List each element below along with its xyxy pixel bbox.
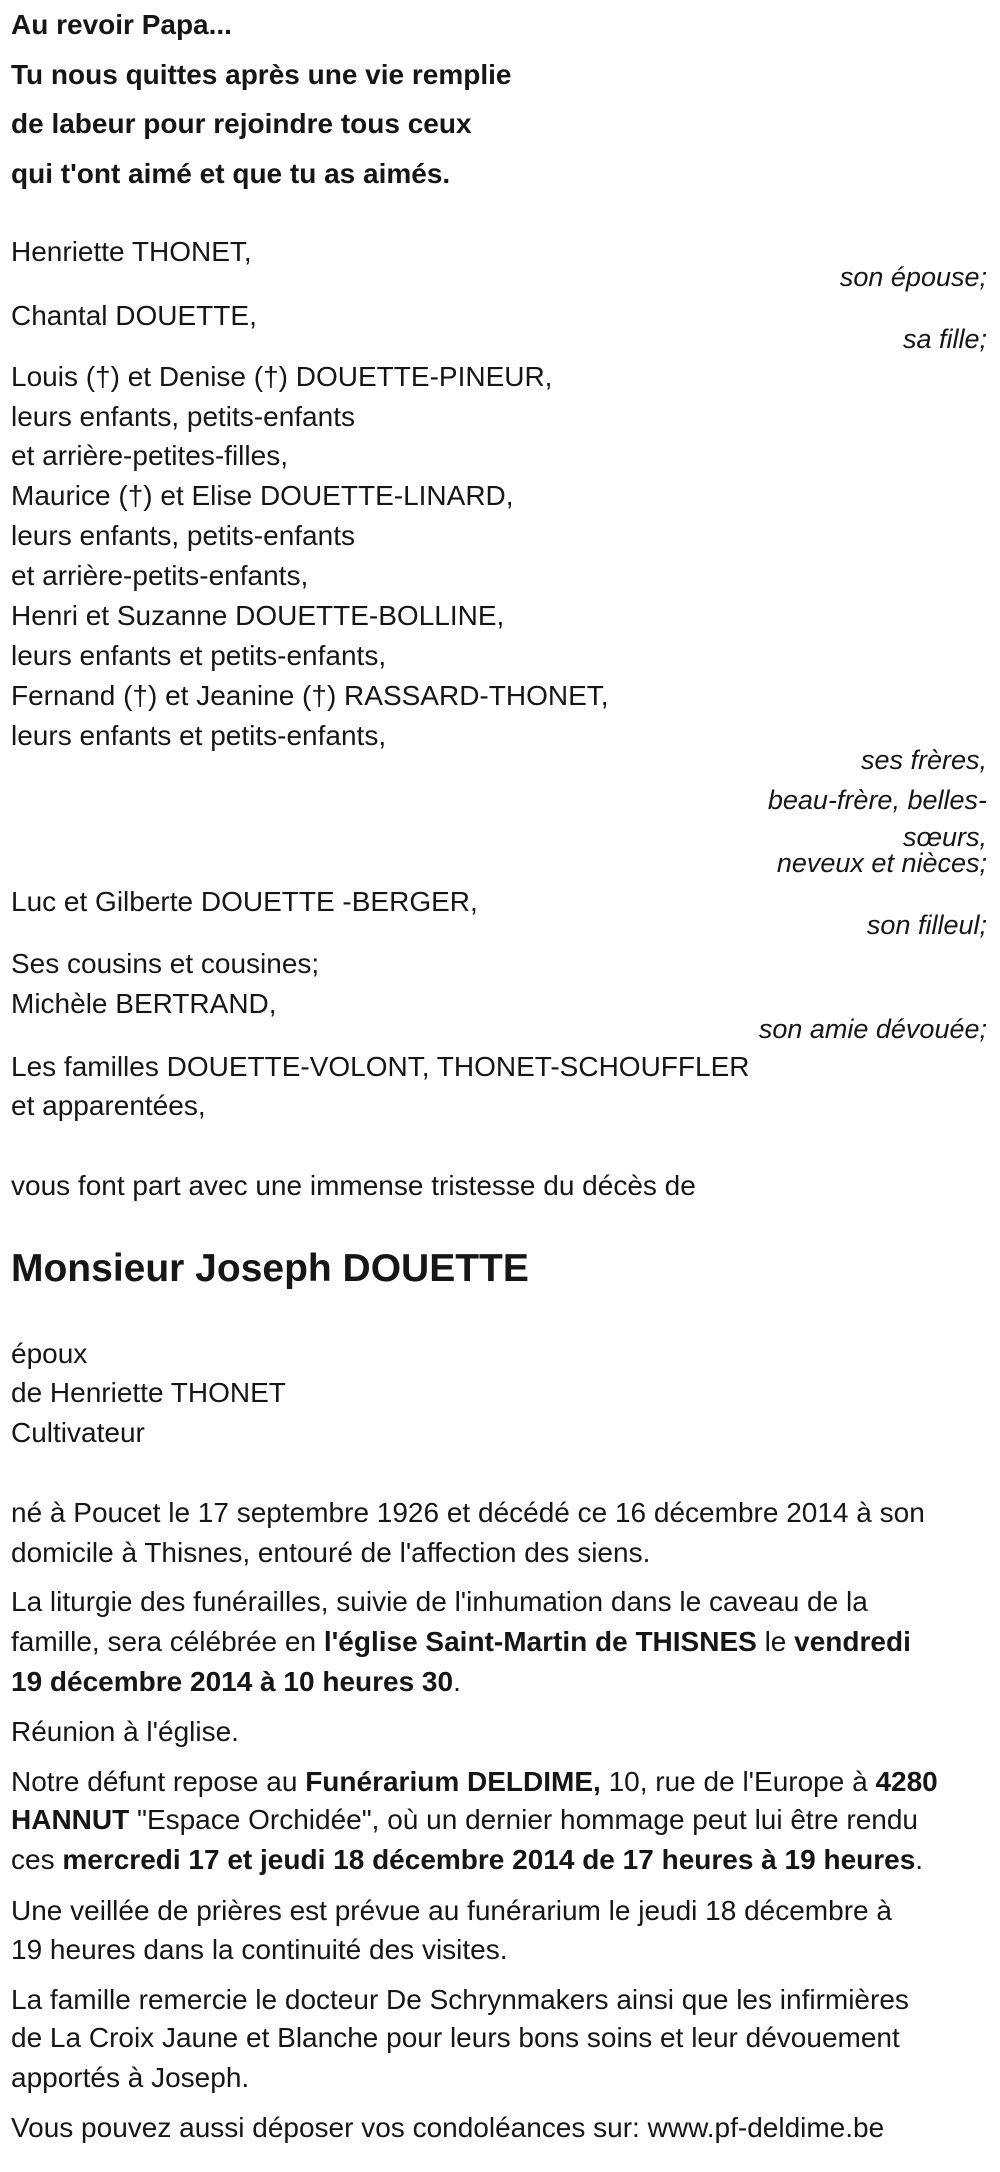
daughter-relation: sa fille; xyxy=(902,324,987,354)
visitation-text: . xyxy=(915,1844,924,1875)
sibling-line: leurs enfants et petits-enfants, xyxy=(11,640,387,671)
visitation-schedule: mercredi 17 et jeudi 18 décembre 2014 de 17 heures à 19 heures xyxy=(62,1844,916,1875)
cousins-line: Ses cousins et cousines; xyxy=(11,948,320,979)
siblings-relation: neveux et nièces; xyxy=(776,848,987,878)
thanks-line: de La Croix Jaune et Blanche pour leurs bons soins et leur dévouement xyxy=(11,2022,900,2053)
sibling-line: leurs enfants, petits-enfants xyxy=(11,401,355,432)
thanks-line: La famille remercie le docteur De Schrynmakers ainsi que les infirmières xyxy=(11,1984,909,2015)
sibling-line: Maurice (†) et Elise DOUETTE-LINARD, xyxy=(11,480,514,511)
visitation-line xyxy=(11,1800,918,1840)
vigil-line: 19 heures dans la continuité des visites. xyxy=(11,1934,508,1965)
deceased-spouse-name: de Henriette THONET xyxy=(11,1377,286,1408)
siblings-relation: ses frères, xyxy=(860,745,987,775)
visitation-text: "Espace Orchidée", où un dernier hommage peut lui être rendu xyxy=(129,1804,919,1835)
funeral-text: famille, sera célébrée en xyxy=(11,1626,324,1657)
birth-death-line: né à Poucet le 17 septembre 1926 et décédé ce 16 décembre 2014 à son xyxy=(11,1497,925,1528)
birth-death-line: domicile à Thisnes, entouré de l'affection des siens. xyxy=(11,1537,651,1568)
siblings-relation: beau-frère, belles- xyxy=(767,785,987,815)
spouse-label: époux xyxy=(11,1338,88,1369)
funeral-home-postcode: 4280 xyxy=(875,1766,938,1797)
daughter-name: Chantal DOUETTE, xyxy=(11,300,257,331)
sibling-line: Fernand (†) et Jeanine (†) RASSARD-THONET, xyxy=(11,680,609,711)
funeral-line xyxy=(11,1662,461,1702)
families-line: et apparentées, xyxy=(11,1090,206,1121)
funeral-home-name: Funérarium DELDIME, xyxy=(305,1766,601,1797)
funeral-day: vendredi xyxy=(794,1626,911,1657)
visitation-line xyxy=(11,1762,938,1802)
vigil-line: Une veillée de prières est prévue au funérarium le jeudi 18 décembre à xyxy=(11,1895,892,1926)
friend-relation: son amie dévouée; xyxy=(758,1014,987,1044)
farewell-line: de labeur pour rejoindre tous ceux xyxy=(11,108,472,139)
siblings-relation: sœurs, xyxy=(903,822,987,852)
funeral-home-address: 10, rue de l'Europe à xyxy=(600,1766,876,1797)
funeral-line xyxy=(11,1622,911,1662)
visitation-line xyxy=(11,1840,923,1880)
spouse-name: Henriette THONET, xyxy=(11,236,252,267)
announcement-line: vous font part avec une immense tristesse du décès de xyxy=(11,1170,696,1201)
condolences-text: Vous pouvez aussi déposer vos condoléances sur: xyxy=(11,2112,648,2143)
funeral-text: . xyxy=(453,1666,461,1697)
funeral-text: le xyxy=(756,1626,795,1657)
sibling-line: et arrière-petits-enfants, xyxy=(11,560,309,591)
deceased-occupation: Cultivateur xyxy=(11,1417,145,1448)
deceased-name: Monsieur Joseph DOUETTE xyxy=(11,1247,529,1290)
funeral-church: l'église Saint-Martin de THISNES xyxy=(323,1626,757,1657)
thanks-line: apportés à Joseph. xyxy=(11,2062,250,2093)
families-line: Les familles DOUETTE-VOLONT, THONET-SCHOUFFLER xyxy=(11,1051,750,1082)
sibling-line: Henri et Suzanne DOUETTE-BOLLINE, xyxy=(11,600,505,631)
visitation-text: ces xyxy=(11,1844,63,1875)
sibling-line: leurs enfants et petits-enfants, xyxy=(11,720,387,751)
sibling-line: Louis (†) et Denise (†) DOUETTE-PINEUR, xyxy=(11,361,553,392)
godson-relation: son filleul; xyxy=(866,910,987,940)
spouse-relation: son épouse; xyxy=(839,262,987,292)
farewell-line: qui t'ont aimé et que tu as aimés. xyxy=(11,158,451,189)
visitation-text: Notre défunt repose au xyxy=(11,1766,306,1797)
farewell-line: Au revoir Papa... xyxy=(11,9,232,40)
gathering-line: Réunion à l'église. xyxy=(11,1716,239,1747)
godson-name: Luc et Gilberte DOUETTE -BERGER, xyxy=(11,886,478,917)
condolences-website: www.pf-deldime.be xyxy=(647,2112,885,2143)
farewell-line: Tu nous quittes après une vie remplie xyxy=(11,59,512,90)
funeral-home-city: HANNUT xyxy=(11,1804,130,1835)
condolences-line xyxy=(11,2108,884,2148)
funeral-date-time: 19 décembre 2014 à 10 heures 30 xyxy=(11,1666,454,1697)
friend-name: Michèle BERTRAND, xyxy=(11,988,277,1019)
sibling-line: leurs enfants, petits-enfants xyxy=(11,520,355,551)
sibling-line: et arrière-petites-filles, xyxy=(11,440,288,471)
funeral-line: La liturgie des funérailles, suivie de l'inhumation dans le caveau de la xyxy=(11,1586,868,1617)
